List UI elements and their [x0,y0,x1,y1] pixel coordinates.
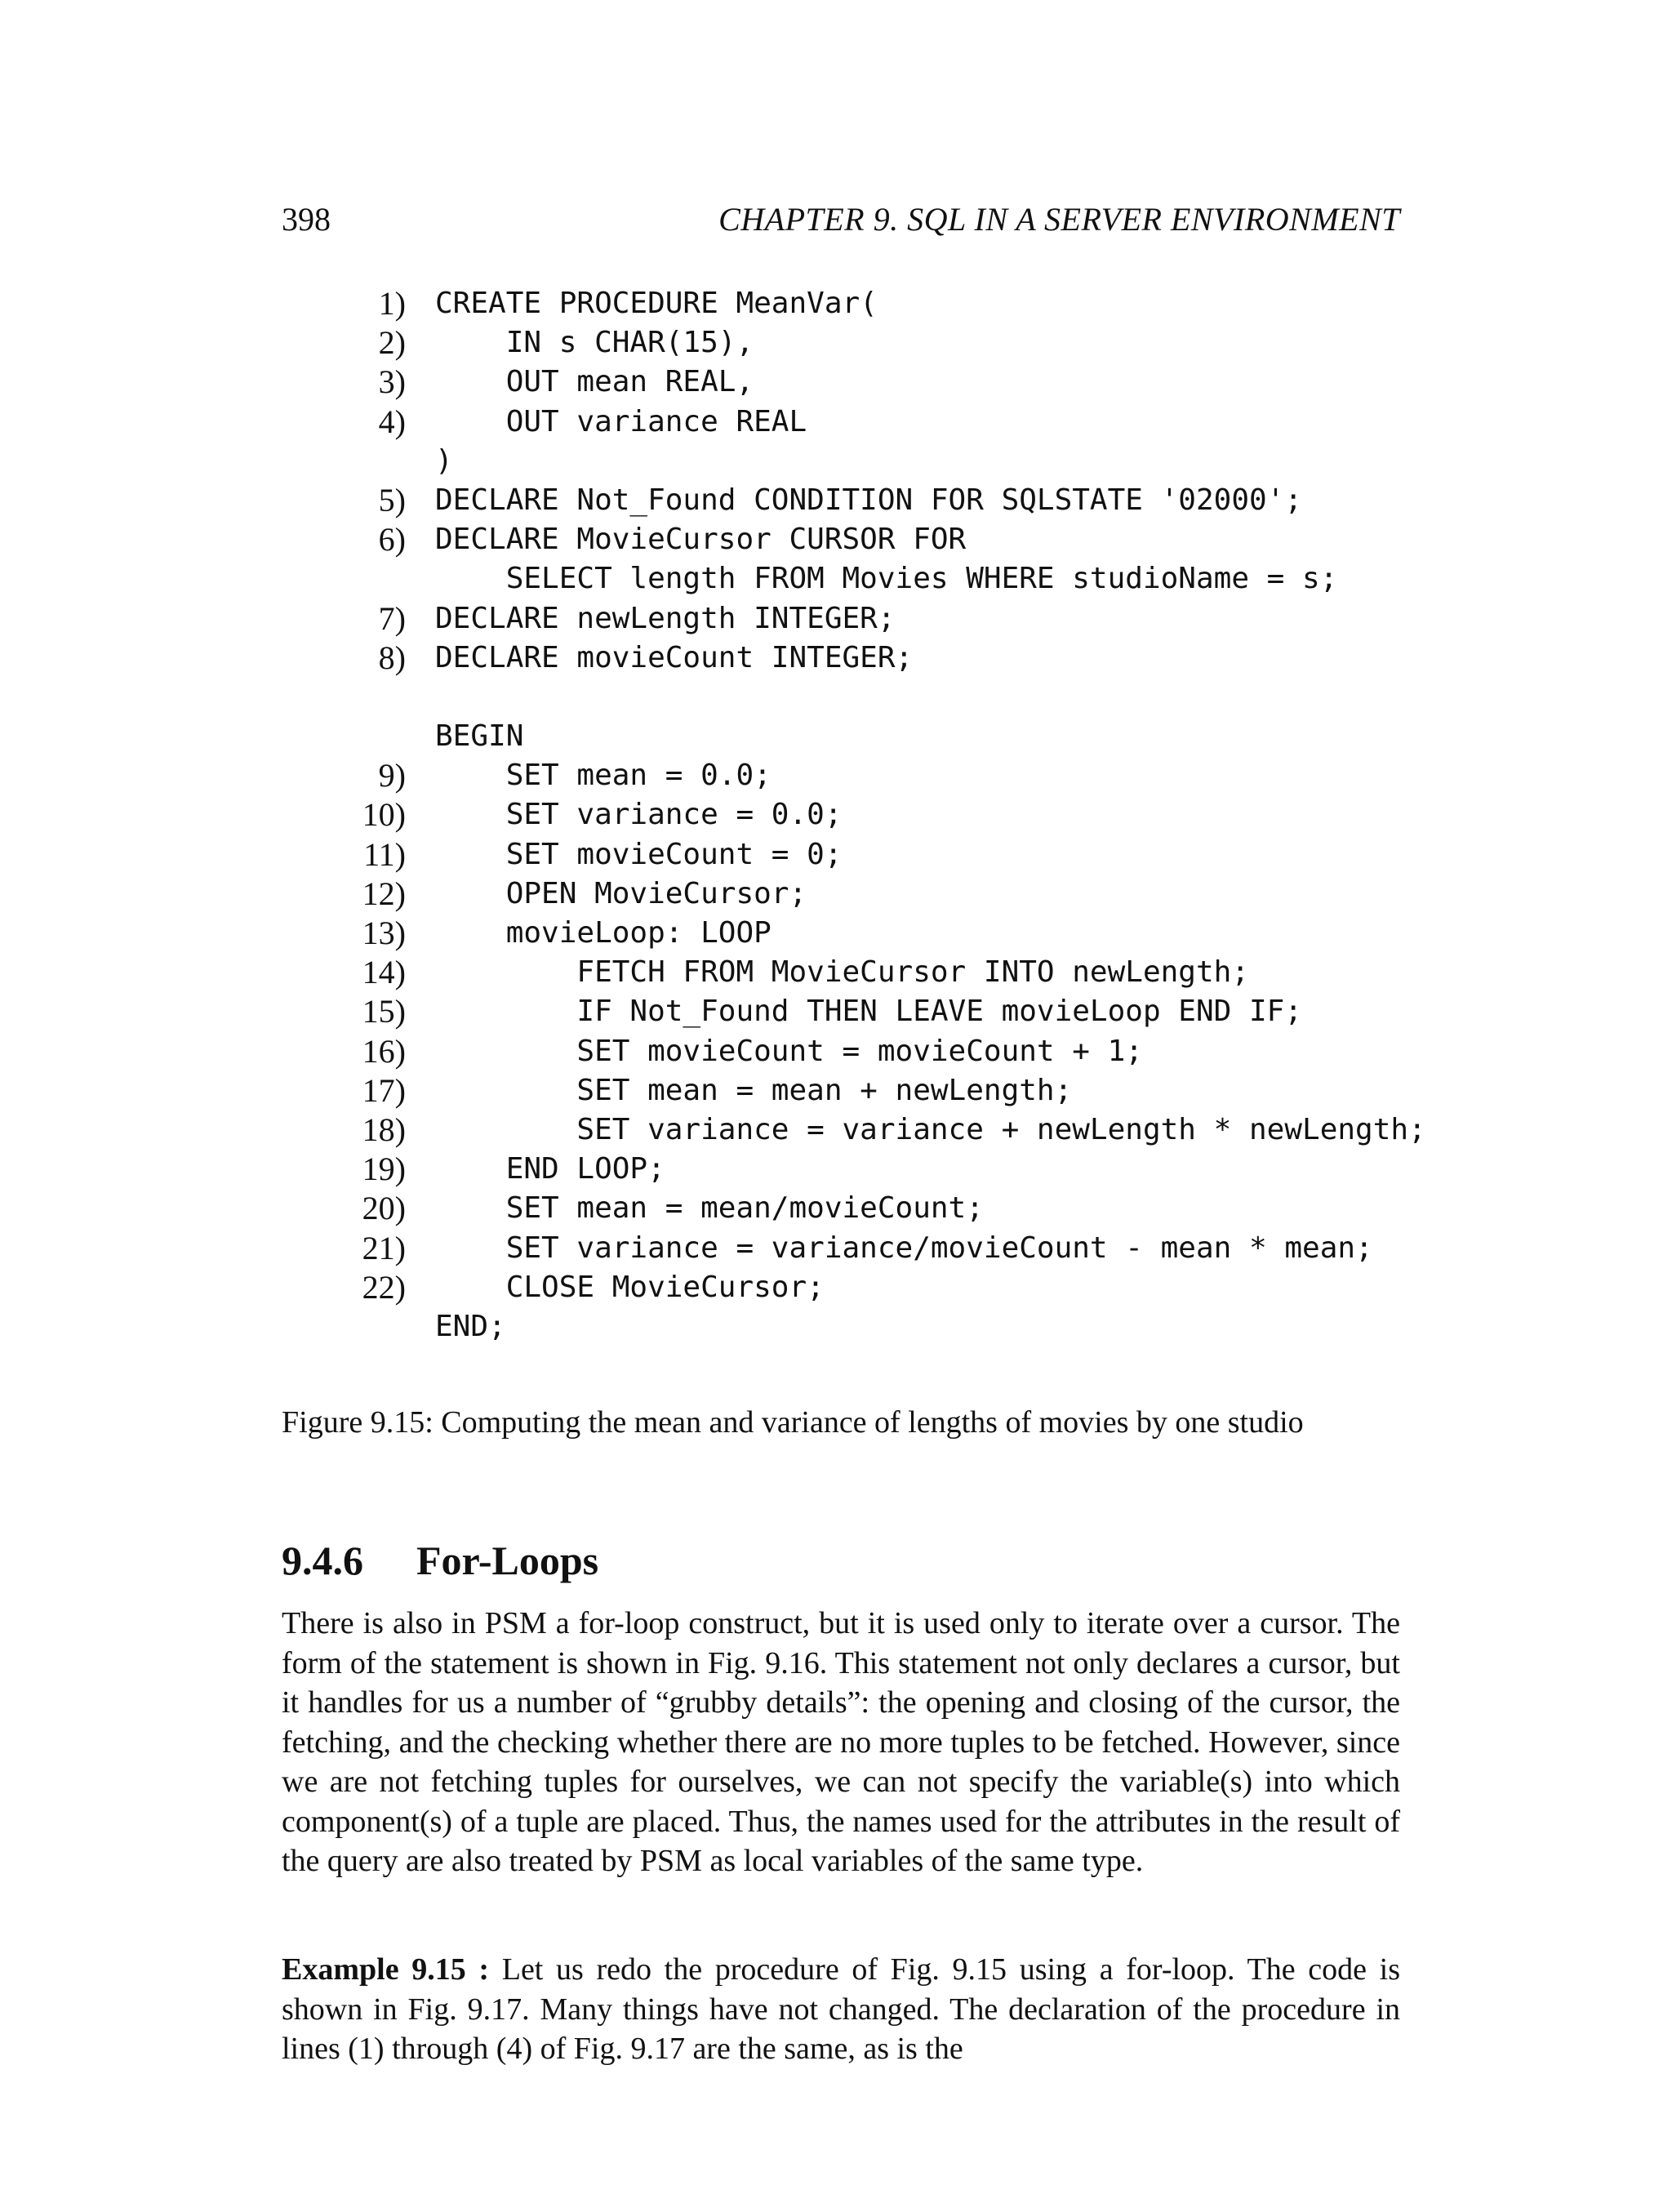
line-number: 17) [362,1071,406,1109]
line-number: 11) [363,835,406,873]
code-text: SET variance = 0.0; [435,798,843,832]
code-text: BEGIN [435,719,524,754]
code-text: SET variance = variance/movieCount - mean * mean; [435,1231,1373,1265]
line-number: 3) [378,363,406,401]
code-line [327,639,1404,678]
code-line [327,1150,1404,1189]
code-text: CREATE PROCEDURE MeanVar( [435,287,878,320]
code-text: OPEN MovieCursor; [435,876,807,910]
code-text: FETCH FROM MovieCursor INTO newLength; [435,955,1249,990]
line-number: 4) [378,403,406,440]
example-text: Let us redo the procedure of Fig. 9.15 using a for-loop. The code is shown in Fig. 9.17. Many things have not changed. The declaration of the procedure in lines (1) through (4) of Fig. 9.17 are the same, as is the [282,1952,1401,2066]
code-line [327,756,1404,795]
code-line [327,1110,1426,1150]
line-number: 8) [378,639,406,676]
example-paragraph [282,1950,1400,2069]
code-line [327,1071,1404,1110]
line-number: 18) [362,1110,406,1148]
line-number: 15) [362,993,406,1030]
code-line [327,442,1404,481]
code-line [327,795,1404,835]
code-text: SET movieCount = 0; [435,837,843,871]
line-number: 14) [362,954,406,991]
code-line [327,953,1404,992]
code-line [327,1307,1404,1346]
code-line [327,323,1404,363]
code-text: DECLARE MovieCursor CURSOR FOR [435,523,967,557]
code-line [327,717,1404,756]
line-number: 20) [362,1190,406,1227]
example-label: Example 9.15 : [282,1952,490,1987]
code-text: DECLARE newLength INTEGER; [435,601,896,635]
code-line [327,875,1404,914]
code-line [327,914,1404,953]
line-number: 19) [362,1151,406,1188]
code-text: movieLoop: LOOP [435,916,772,950]
code-text: IF Not_Found THEN LEAVE movieLoop END IF; [435,995,1303,1029]
code-text: DECLARE Not_Found CONDITION FOR SQLSTATE '02000'; [435,483,1303,517]
code-text: SELECT length FROM Movies WHERE studioName = s; [435,562,1338,596]
code-line [327,835,1404,875]
code-text: DECLARE movieCount INTEGER; [435,640,914,674]
line-number: 6) [378,521,406,559]
code-line [327,1032,1404,1071]
line-number: 21) [362,1229,406,1266]
code-line [327,1189,1404,1228]
code-text: SET movieCount = movieCount + 1; [435,1034,1143,1068]
section-title: For-Loops [416,1538,599,1583]
code-text: SET mean = mean/movieCount; [435,1191,984,1226]
code-line [327,599,1404,639]
code-line [327,1268,1404,1307]
page-number: 398 [282,201,331,238]
code-line [327,992,1404,1031]
line-number: 10) [362,796,406,834]
line-number: 2) [378,324,406,362]
code-line [327,559,1404,599]
figure-caption: Figure 9.15: Computing the mean and variance of lengths of movies by one studio [282,1405,1304,1440]
code-text: IN s CHAR(15), [435,326,754,360]
section-number: 9.4.6 [282,1538,363,1583]
code-line [327,403,1404,442]
line-number: 5) [378,481,406,519]
code-text: SET mean = mean + newLength; [435,1073,1073,1107]
running-head: CHAPTER 9. SQL IN A SERVER ENVIRONMENT [718,201,1400,238]
line-number: 7) [378,599,406,637]
line-number: 12) [362,875,406,912]
code-line [327,284,1404,323]
line-number: 9) [378,757,406,794]
code-text: OUT variance REAL [435,404,807,438]
line-number: 16) [362,1032,406,1070]
line-number: 13) [362,915,406,951]
code-line [327,678,1404,717]
code-text: END; [435,1309,506,1343]
code-line [327,1229,1404,1268]
line-number: 22) [362,1268,406,1306]
body-paragraph: There is also in PSM a for-loop construct, but it is used only to iterate over a cursor. The form of the statement is shown in Fig. 9.16. This statement not only declares a cursor, but it handles for us a number of “grubby details”: the opening and closing of the cursor, the fetching, and the checking whether there are no more tuples to be fetched. However, since we are not fetching tuples for ourselves, we can not specify the variable(s) into which component(s) of a tuple are placed. Thus, the names used for the attributes in the result of the query are also treated by PSM as local variables of the same type. [282,1606,1400,1878]
code-line [327,520,1404,559]
line-number: 1) [378,285,406,322]
page-header [282,200,1400,249]
code-text: SET variance = variance + newLength * newLength; [435,1112,1426,1146]
code-text: ) [435,443,453,478]
code-listing [327,284,1426,1346]
section-heading [282,1537,1400,1584]
code-text: OUT mean REAL, [435,365,754,399]
code-line [327,481,1404,520]
code-line [327,363,1404,402]
code-text: SET mean = 0.0; [435,759,772,793]
code-text: END LOOP; [435,1152,665,1186]
code-text: CLOSE MovieCursor; [435,1270,825,1304]
